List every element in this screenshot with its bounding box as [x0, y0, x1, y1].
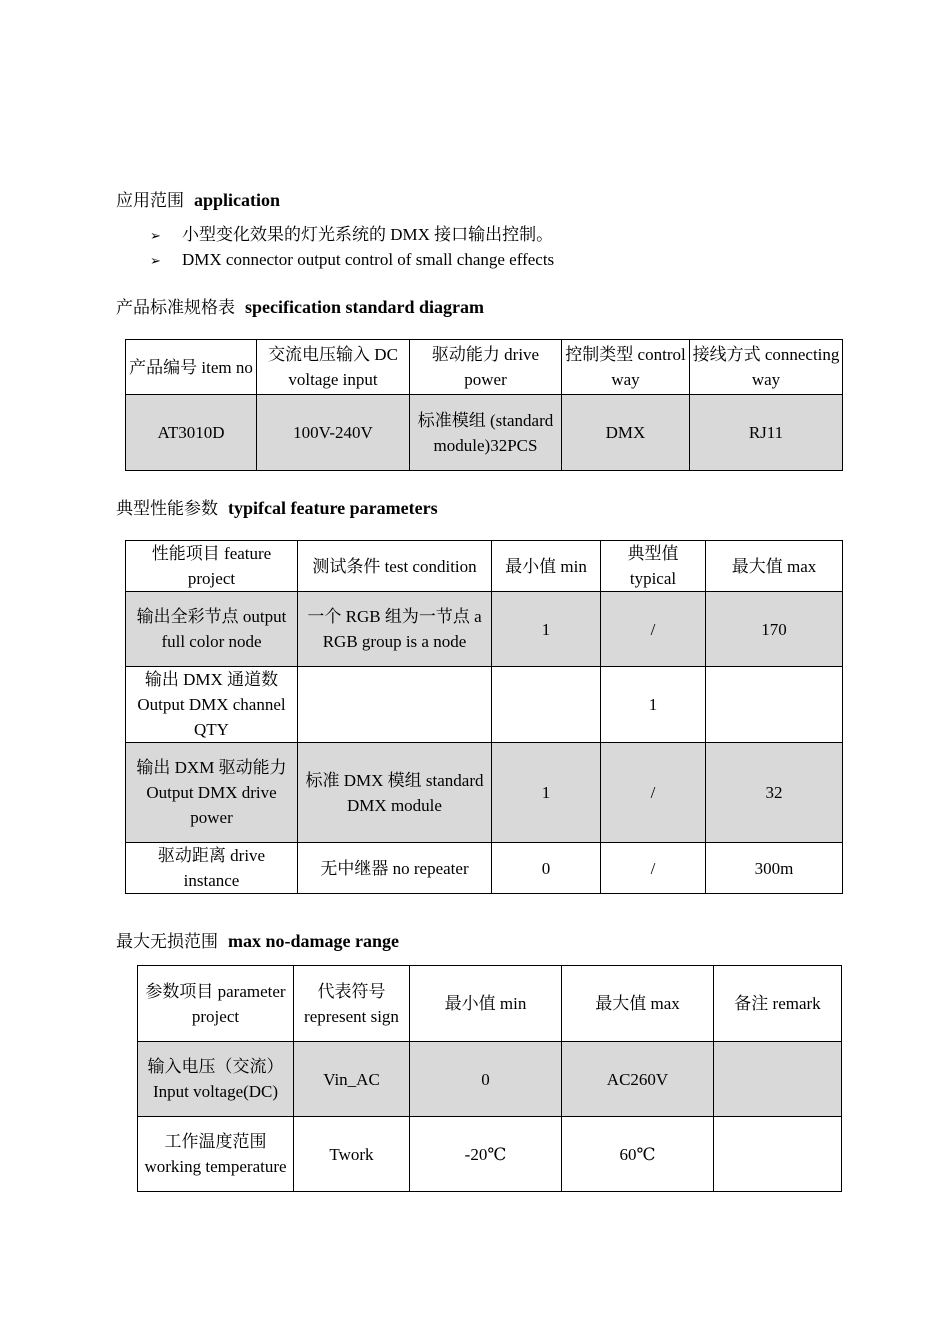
- header-cell: 控制类型 control way: [562, 340, 690, 395]
- table-header-row: [126, 340, 843, 395]
- arrow-bullet-icon: ➢: [150, 229, 161, 244]
- header-cell: 最小值 min: [492, 541, 601, 592]
- table-cell: 0: [492, 843, 601, 894]
- header-cell: 测试条件 test condition: [298, 541, 492, 592]
- table-cell: 1: [492, 592, 601, 667]
- feature-heading: [116, 494, 438, 519]
- table-cell: Twork: [294, 1117, 410, 1192]
- table-cell: 1: [601, 667, 706, 743]
- spec-heading-zh: 产品标准规格表: [116, 298, 235, 318]
- damage-table: [137, 965, 842, 1192]
- table-cell: 标准 DMX 模组 standard DMX module: [298, 743, 492, 843]
- header-cell: 交流电压输入 DC voltage input: [257, 340, 410, 395]
- table-cell: /: [601, 843, 706, 894]
- table-cell: 输出 DXM 驱动能力 Output DMX drive power: [126, 743, 298, 843]
- table-cell: [298, 667, 492, 743]
- table-row: [126, 667, 843, 743]
- bullet-text: DMX connector output control of small change effects: [182, 250, 555, 269]
- spec-heading-en: specification standard diagram: [245, 297, 485, 317]
- table-cell: [714, 1117, 842, 1192]
- table-row: [126, 743, 843, 843]
- table-header-row: [126, 541, 843, 592]
- table-cell: -20℃: [410, 1117, 562, 1192]
- list-item: [150, 247, 554, 272]
- header-cell: 最大值 max: [562, 966, 714, 1042]
- header-cell: 最大值 max: [706, 541, 843, 592]
- header-cell: 产品编号 item no: [126, 340, 257, 395]
- table-cell: [706, 667, 843, 743]
- table-cell: 0: [410, 1042, 562, 1117]
- damage-heading-en: max no-damage range: [228, 931, 399, 951]
- table-cell: 驱动距离 drive instance: [126, 843, 298, 894]
- table-row: [126, 843, 843, 894]
- application-bullet-list: [150, 222, 554, 272]
- table-row: [138, 1117, 842, 1192]
- table-cell: RJ11: [690, 395, 843, 471]
- header-cell: 驱动能力 drive power: [410, 340, 562, 395]
- feature-heading-en: typifcal feature parameters: [228, 498, 438, 518]
- header-cell: 最小值 min: [410, 966, 562, 1042]
- table-cell: DMX: [562, 395, 690, 471]
- table-cell: [492, 667, 601, 743]
- table-cell: 300m: [706, 843, 843, 894]
- table-cell: 1: [492, 743, 601, 843]
- header-cell: 典型值 typical: [601, 541, 706, 592]
- table-cell: 标准模组 (standard module)32PCS: [410, 395, 562, 471]
- table-row: [126, 592, 843, 667]
- list-item: [150, 222, 554, 247]
- table-cell: [714, 1042, 842, 1117]
- table-cell: 输入电压（交流） Input voltage(DC): [138, 1042, 294, 1117]
- header-cell: 备注 remark: [714, 966, 842, 1042]
- application-heading: [116, 186, 280, 211]
- header-cell: 性能项目 feature project: [126, 541, 298, 592]
- table-cell: 输出全彩节点 output full color node: [126, 592, 298, 667]
- spec-table: [125, 339, 843, 471]
- header-cell: 参数项目 parameter project: [138, 966, 294, 1042]
- table-cell: 输出 DMX 通道数 Output DMX channel QTY: [126, 667, 298, 743]
- table-cell: 一个 RGB 组为一节点 a RGB group is a node: [298, 592, 492, 667]
- damage-heading-zh: 最大无损范围: [116, 932, 218, 952]
- feature-heading-zh: 典型性能参数: [116, 499, 218, 519]
- application-heading-zh: 应用范围: [116, 191, 184, 211]
- table-cell: AT3010D: [126, 395, 257, 471]
- table-cell: AC260V: [562, 1042, 714, 1117]
- spec-heading: [116, 293, 484, 318]
- application-heading-en: application: [194, 190, 281, 210]
- feature-table: [125, 540, 843, 894]
- header-cell: 代表符号 represent sign: [294, 966, 410, 1042]
- table-cell: 无中继器 no repeater: [298, 843, 492, 894]
- table-row: [138, 1042, 842, 1117]
- table-header-row: [138, 966, 842, 1042]
- table-cell: 工作温度范围 working temperature: [138, 1117, 294, 1192]
- header-cell: 接线方式 connecting way: [690, 340, 843, 395]
- table-cell: /: [601, 743, 706, 843]
- table-cell: Vin_AC: [294, 1042, 410, 1117]
- damage-heading: [116, 927, 399, 952]
- arrow-bullet-icon: ➢: [150, 254, 161, 269]
- table-cell: 32: [706, 743, 843, 843]
- bullet-text: 小型变化效果的灯光系统的 DMX 接口输出控制。: [182, 225, 554, 244]
- table-row: [126, 395, 843, 471]
- table-cell: 60℃: [562, 1117, 714, 1192]
- table-cell: 170: [706, 592, 843, 667]
- table-cell: 100V-240V: [257, 395, 410, 471]
- table-cell: /: [601, 592, 706, 667]
